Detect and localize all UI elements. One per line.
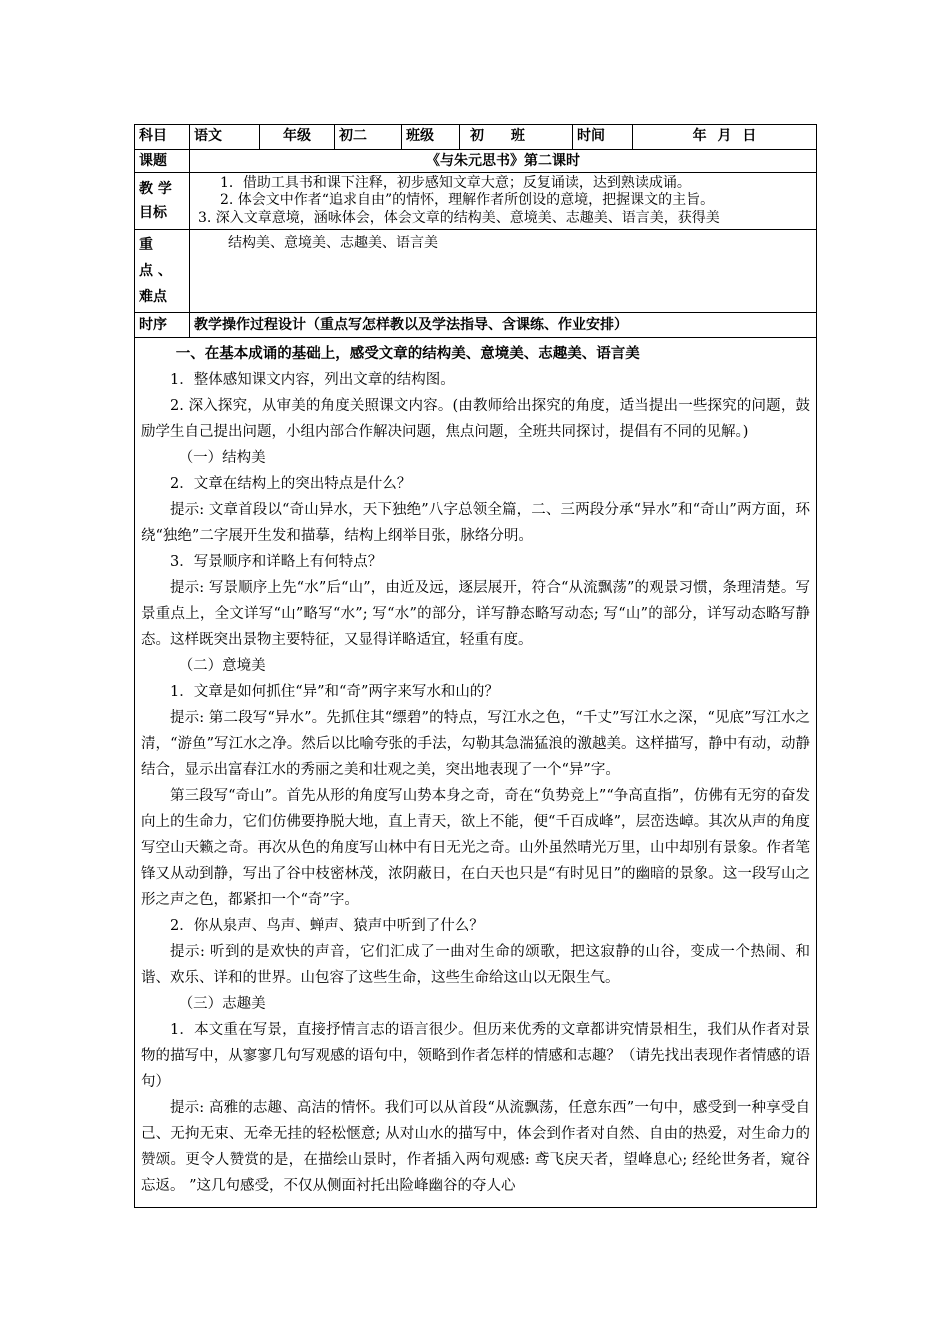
question-3: 1．文章是如何抓住“异”和“奇”两字来写水和山的？: [170, 684, 499, 700]
key-points-label: [135, 230, 190, 313]
question-5: 1．本文重在写景，直接抒情言志的语言很少。但历来优秀的文章都讲究情景相生，我们从作者对景物的描写中，从寥寥几句写观感的语句中，领略到作者怎样的情感和志趣？（请先找出表现作者情感的语句）: [141, 1022, 810, 1090]
goal-item-1: 1．借助工具书和课下注释，初步感知文章大意；反复诵读，达到熟读成诵。: [220, 174, 691, 191]
class-label: 班级: [402, 125, 460, 150]
section-1-heading: 一、在基本成诵的基础上，感受文章的结构美、意境美、志趣美、语言美: [175, 345, 640, 362]
process-body-row: [135, 338, 817, 1208]
goals-content: [190, 173, 817, 230]
topic-row: [135, 150, 817, 173]
process-label: 时序: [135, 313, 190, 338]
subheading-structure: （一）结构美: [178, 450, 266, 466]
key-points-row: [135, 230, 817, 313]
answer-3b: 第三段写“奇山”。首先从形的角度写山势本身之奇，奇在“负势竞上”“争高直指”，仿佛有无穷的奋发向上的生命力，它们仿佛要挣脱大地，直上青天，欲上不能，便“千百成峰”，层峦迭嶂。其次从声的角度写空山天籁之奇。再次从色的角度写山林中有日无光之奇。山外虽然晴光万里，山中却别有景象。作者笔锋又从动到静，写出了谷中枝密林茂，浓阴蔽日，在白天也只是“有时见日”的幽暗的景象。这一段写山之形之声之色，都紧扣一个“奇”字。: [141, 788, 810, 908]
time-value: 年 月 日: [633, 125, 817, 150]
key-points-label-line2: 点 、: [139, 263, 172, 279]
key-points-label-line3: 难点: [139, 289, 167, 305]
question-1: 2．文章在结构上的突出特点是什么？: [170, 476, 412, 492]
goals-label-line1: 教 学: [139, 181, 172, 197]
goals-label: [135, 173, 190, 230]
paragraph-2: 2. 深入探究，从审美的角度关照课文内容。(由教师给出探究的角度，适当提出一些探究的问题，鼓励学生自己提出问题，小组内部合作解决问题，焦点问题，全班共同探讨，提倡有不同的见解。): [141, 398, 810, 440]
lesson-plan-table: [134, 124, 817, 1208]
paragraph-1: 1．整体感知课文内容，列出文章的结构图。: [170, 372, 455, 388]
subject-label: 科目: [135, 125, 190, 150]
subheading-aspiration: （三）志趣美: [178, 996, 266, 1012]
process-body: [135, 338, 817, 1208]
question-2: 3．写景顺序和详略上有何特点？: [170, 554, 383, 570]
grade-label: 年级: [260, 125, 335, 150]
goal-item-2: 2. 体会文中作者“追求自由”的情怀，理解作者所创设的意境，把握课文的主旨。: [220, 192, 715, 209]
question-4: 2．你从泉声、鸟声、蝉声、猿声中听到了什么？: [170, 918, 484, 934]
key-points-value: 结构美、意境美、志趣美、语言美: [190, 230, 817, 313]
key-points-label-line1: 重: [139, 237, 153, 253]
class-value: 初 班: [460, 125, 573, 150]
goals-row: [135, 173, 817, 230]
answer-4: 提示: 听到的是欢快的声音，它们汇成了一曲对生命的颂歌，把这寂静的山谷，变成一个热闹、和谐、欢乐、详和的世界。山包容了这些生命，这些生命给这山以无限生气。: [141, 944, 810, 986]
topic-value: 《与朱元思书》第二课时: [190, 150, 817, 173]
subject-value: 语文: [190, 125, 260, 150]
time-label: 时间: [573, 125, 633, 150]
answer-2: 提示: 写景顺序上先“水”后“山”，由近及远，逐层展开，符合“从流飘荡”的观景习惯，条理清楚。写景重点上，全文详写“山”略写“水”; 写“水”的部分，详写静态略写动态; 写“山”的部分，详写动态略写静态。这样既突出景物主要特征，又显得详略适宜，轻重有度。: [141, 580, 810, 648]
header-row: [135, 125, 817, 150]
answer-1: 提示: 文章首段以“奇山异水，天下独绝”八字总领全篇，二、三两段分承“异水”和“奇山”两方面，环绕“独绝”二字展开生发和描摹，结构上纲举目张，脉络分明。: [141, 502, 810, 544]
subheading-mood: （二）意境美: [178, 658, 266, 674]
process-title: 教学操作过程设计（重点写怎样教以及学法指导、含课练、作业安排）: [190, 313, 817, 338]
topic-label: 课题: [135, 150, 190, 173]
grade-value: 初二: [335, 125, 402, 150]
answer-5: 提示: 高雅的志趣、高洁的情怀。我们可以从首段“从流飘荡，任意东西”一句中，感受到一种享受自己、无拘无束、无牵无挂的轻松惬意; 从对山水的描写中，体会到作者对自然、自由的热爱，对生命力的赞颂。更令人赞赏的是，在描绘山景时，作者插入两句观感: 鸢飞戾天者，望峰息心; 经纶世务者，窥谷忘返。 ”这几句感受，不仅从侧面衬托出险峰幽谷的夺人心: [141, 1100, 810, 1194]
process-header-row: [135, 313, 817, 338]
answer-3: 提示: 第二段写“异水”。先抓住其“缥碧”的特点，写江水之色，“千丈”写江水之深，“见底”写江水之清，“游鱼”写江水之净。然后以比喻夸张的手法，勾勒其急湍猛浪的激越美。这样描写，静中有动，动静结合，显示出富春江水的秀丽之美和壮观之美，突出地表现了一个“异”字。: [141, 710, 810, 778]
goal-item-3: 3. 深入文章意境，涵咏体会，体会文章的结构美、意境美、志趣美、语言美，获得美: [198, 209, 720, 226]
goals-label-line2: 目标: [139, 205, 167, 221]
